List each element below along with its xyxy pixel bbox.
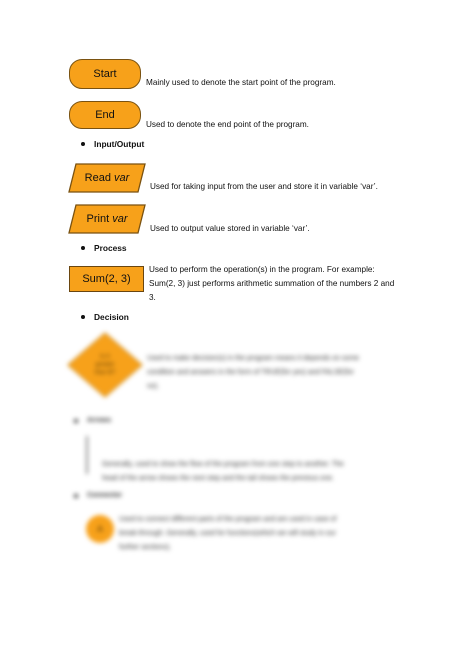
decision-shape — [67, 332, 143, 398]
connector-description-line3: further sections). — [119, 544, 172, 551]
print-var-label: var — [112, 213, 128, 225]
connector-heading-row — [74, 492, 122, 499]
decision-label: Is A greater than B? — [94, 354, 116, 376]
decision-description-line2: condition and answers in the form of TRUE(for yes) and FALSE(for — [147, 369, 354, 376]
decision-heading: Decision — [94, 312, 129, 322]
read-io-shape — [68, 163, 146, 193]
process-heading: Process — [94, 243, 127, 253]
read-var-label: var — [114, 172, 130, 184]
process-description-line3: 3. — [149, 293, 156, 302]
process-description-line2: Sum(2, 3) just performs arithmetic summation of the numbers 2 and — [149, 279, 395, 288]
bullet-dot-icon — [74, 494, 78, 498]
connector-circle — [86, 515, 114, 543]
arrow-line-icon — [86, 436, 88, 474]
decision-description — [147, 352, 417, 394]
decision-description-line3: no). — [147, 383, 160, 390]
arrows-description-line1: Generally, used to show the flow of the program from one step to another. The — [102, 461, 344, 468]
arrows-heading: Arrows — [87, 417, 112, 424]
bullet-dot-icon — [81, 315, 85, 319]
process-description-line1: Used to perform the operation(s) in the program. For example: — [149, 265, 375, 274]
print-description: Used to output value stored in variable ‘var’. — [150, 224, 310, 233]
arrows-description — [102, 458, 402, 486]
connector-description-line2: break-through. Generally, used for functions(which we will study in our — [119, 530, 336, 537]
connector-label: A — [96, 524, 103, 534]
end-description: Used to denote the end point of the program. — [146, 120, 309, 129]
arrows-heading-row — [74, 417, 111, 424]
start-label: Start — [93, 68, 117, 80]
end-label: End — [95, 109, 115, 121]
connector-heading: Connector — [87, 492, 122, 499]
connector-description — [119, 513, 409, 555]
end-terminal-shape — [69, 101, 141, 129]
bullet-dot-icon — [81, 142, 85, 146]
input-output-heading: Input/Output — [94, 139, 145, 149]
arrows-description-line2: head of the arrow shows the next step and the tail shows the previous one. — [102, 475, 334, 482]
process-shape — [69, 266, 144, 292]
read-description: Used for taking input from the user and store it in variable ‘var’. — [150, 182, 378, 191]
print-io-shape — [68, 204, 146, 234]
process-description — [149, 263, 409, 305]
process-heading-row — [81, 243, 127, 253]
process-label: Sum(2, 3) — [82, 273, 131, 285]
input-output-heading-row — [81, 139, 144, 149]
bullet-dot-icon — [74, 419, 78, 423]
read-label: Read — [84, 172, 115, 184]
connector-description-line1: Used to connect different parts of the program and are used in case of — [119, 516, 337, 523]
print-label: Print — [86, 213, 113, 225]
start-terminal-shape — [69, 59, 141, 89]
decision-heading-row — [81, 312, 129, 322]
start-description: Mainly used to denote the start point of the program. — [146, 78, 336, 87]
bullet-dot-icon — [81, 246, 85, 250]
decision-description-line1: Used to make decision(s) in the program means it depends on some — [147, 355, 360, 362]
